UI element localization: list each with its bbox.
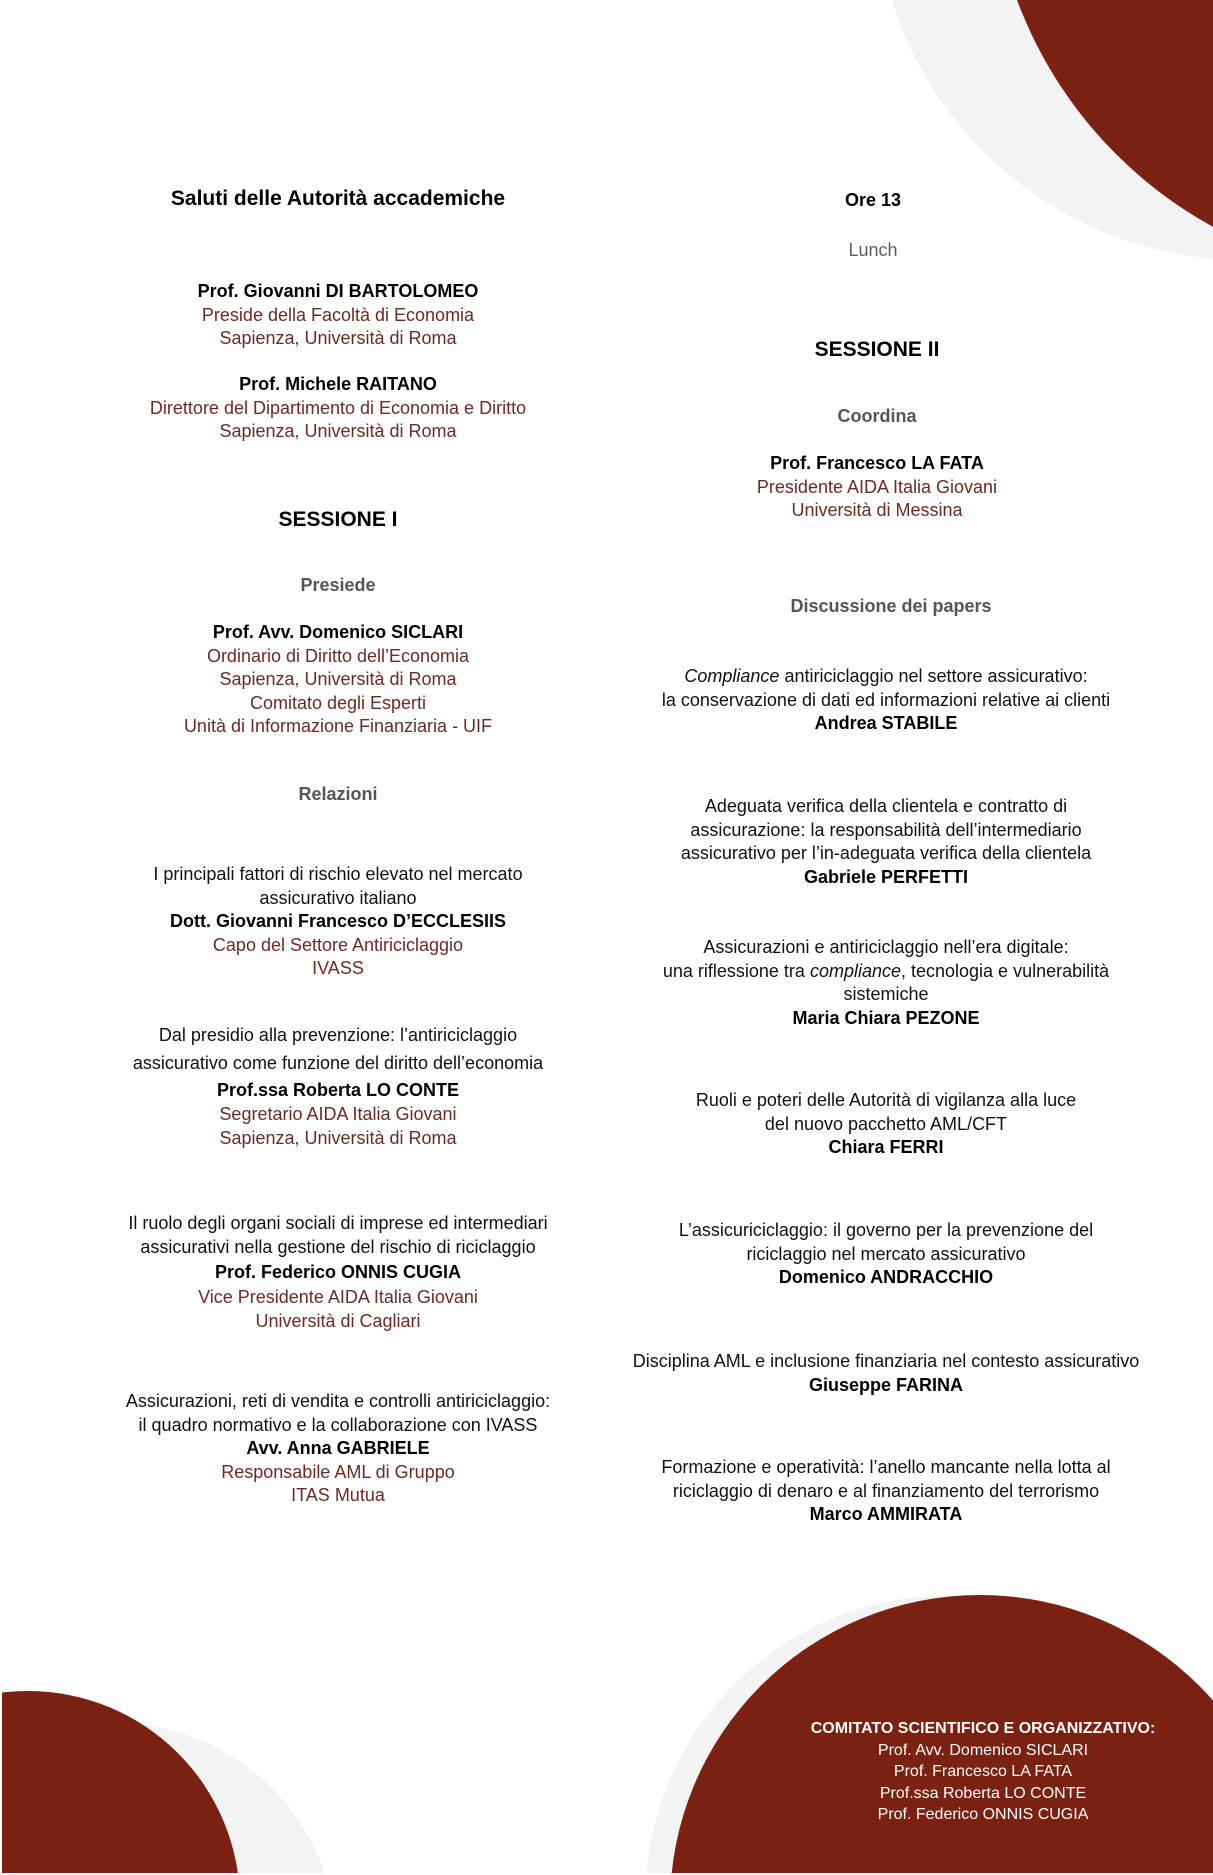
coord-label-text: Coordina — [837, 406, 917, 426]
paper-author: Marco AMMIRATA — [809, 1504, 963, 1524]
paper-7 — [611, 1456, 1161, 1527]
paper-title: assicurativo per l’in-adeguata verifica della clientela — [680, 843, 1092, 863]
coordinator-name: Prof. Francesco LA FATA — [770, 453, 984, 473]
paper-author: Gabriele PERFETTI — [803, 866, 969, 887]
papers-label — [641, 595, 1141, 619]
session-2-title-text: SESSIONE II — [814, 338, 940, 361]
paper-title-pre: una riflessione tra — [662, 960, 810, 981]
paper-title: sistemiche — [843, 984, 929, 1004]
greeter-role: Direttore del Dipartimento di Economia e Diritto — [149, 397, 527, 418]
talk-speaker: Dott. Giovanni Francesco D’ECCLESIIS — [169, 911, 507, 931]
paper-author: Maria Chiara PEZONE — [792, 1007, 980, 1028]
greeter-1 — [38, 280, 638, 351]
coordinator-affiliation: Università di Messina — [791, 500, 963, 520]
talk-title: assicurativo come funzione del diritto dell’economia — [132, 1053, 544, 1073]
chair-name: Prof. Avv. Domenico SICLARI — [212, 622, 464, 642]
paper-title: riciclaggio di denaro e al finanziamento del terrorismo — [672, 1480, 1100, 1501]
talk-title: Dal presidio alla prevenzione: l’antiriciclaggio — [158, 1025, 518, 1045]
talk-title: il quadro normativo e la collaborazione con IVASS — [138, 1414, 538, 1435]
paper-1 — [611, 665, 1161, 736]
greeter-name: Prof. Giovanni DI BARTOLOMEO — [197, 281, 479, 301]
talk-speaker-affiliation: ITAS Mutua — [291, 1485, 385, 1505]
paper-title-italic: Compliance — [684, 666, 780, 686]
talk-4 — [38, 1390, 638, 1508]
chair-line: Unità di Informazione Finanziaria - UIF — [183, 716, 493, 736]
talk-2 — [38, 1021, 638, 1150]
paper-6 — [601, 1350, 1171, 1397]
paper-title-post: , tecnologia e vulnerabilità — [900, 960, 1110, 981]
chair-label — [38, 574, 638, 598]
paper-title: Formazione e operatività: l’anello mancante nella lotta al — [661, 1457, 1111, 1477]
greeter-role: Preside della Facoltà di Economia — [201, 304, 475, 325]
chair — [38, 621, 638, 739]
chair-line: Sapienza, Università di Roma — [219, 669, 457, 689]
chair-line: Ordinario di Diritto dell’Economia — [206, 645, 470, 666]
paper-author: Andrea STABILE — [814, 713, 958, 733]
paper-title-italic: compliance — [809, 960, 901, 981]
left-strip — [0, 1680, 2, 1875]
paper-5 — [611, 1219, 1161, 1290]
talk-title: assicurativo italiano — [259, 887, 417, 908]
session-1-title-text: SESSIONE I — [278, 508, 398, 531]
paper-title: Adeguata verifica della clientela e contratto di — [704, 796, 1068, 816]
committee — [773, 1718, 1193, 1826]
session-1-title — [38, 508, 638, 532]
paper-title: assicurazione: la responsabilità dell’intermediario — [690, 819, 1082, 840]
committee-title: COMITATO SCIENTIFICO E ORGANIZZATIVO: — [810, 1720, 1156, 1737]
greeter-affiliation: Sapienza, Università di Roma — [219, 328, 457, 348]
time-slot-text: Ore 13 — [844, 190, 902, 210]
talk-title: assicurativi nella gestione del rischio di riciclaggio — [140, 1236, 536, 1257]
committee-member: Prof. Francesco LA FATA — [893, 1763, 1073, 1780]
paper-title-rest: antiriciclaggio nel settore assicurativo: — [779, 666, 1088, 686]
coordinator — [627, 452, 1127, 523]
paper-2 — [611, 795, 1161, 889]
paper-3 — [611, 936, 1161, 1030]
lunch-text: Lunch — [848, 240, 898, 260]
paper-author: Giuseppe FARINA — [808, 1374, 964, 1395]
greetings-title — [38, 187, 638, 211]
paper-title: Assicurazioni e antiriciclaggio nell’era digitale: — [703, 937, 1069, 957]
paper-title: la conservazione di dati ed informazioni relative ai clienti — [661, 689, 1111, 710]
talk-title: I principali fattori di rischio elevato nel mercato — [153, 864, 523, 884]
greeter-affiliation: Sapienza, Università di Roma — [219, 421, 457, 441]
talk-speaker-role: Segretario AIDA Italia Giovani — [219, 1104, 457, 1124]
talks-label — [38, 783, 638, 807]
paper-title: L’assicuriciclaggio: il governo per la prevenzione del — [678, 1220, 1094, 1240]
paper-title — [611, 665, 1161, 689]
chair-line: Comitato degli Esperti — [249, 692, 427, 713]
committee-member: Prof.ssa Roberta LO CONTE — [879, 1784, 1087, 1802]
paper-title: Disciplina AML e inclusione finanziaria nel contesto assicurativo — [632, 1351, 1140, 1371]
paper-title — [611, 960, 1161, 984]
talk-3 — [38, 1212, 638, 1334]
talk-1 — [38, 863, 638, 981]
greetings-title-text: Saluti delle Autorità accademiche — [170, 187, 506, 210]
committee-member: Prof. Avv. Domenico SICLARI — [877, 1741, 1089, 1759]
greeter-name: Prof. Michele RAITANO — [239, 374, 437, 394]
talk-speaker-affiliation: IVASS — [312, 958, 364, 978]
talk-speaker: Prof. Federico ONNIS CUGIA — [214, 1262, 462, 1282]
paper-title: del nuovo pacchetto AML/CFT — [764, 1113, 1008, 1134]
talk-title: Il ruolo degli organi sociali di imprese ed intermediari — [128, 1213, 548, 1233]
paper-author: Chiara FERRI — [828, 1137, 944, 1157]
coordinator-role: Presidente AIDA Italia Giovani — [756, 476, 998, 497]
lunch — [773, 239, 973, 263]
committee-member: Prof. Federico ONNIS CUGIA — [877, 1806, 1089, 1823]
talk-speaker-affiliation: Sapienza, Università di Roma — [219, 1127, 457, 1148]
time-slot — [773, 189, 973, 213]
talk-speaker: Prof.ssa Roberta LO CONTE — [216, 1080, 460, 1100]
papers-label-text: Discussione dei papers — [790, 596, 992, 616]
talks-label-text: Relazioni — [298, 784, 378, 804]
talk-speaker-role: Responsabile AML di Gruppo — [221, 1461, 455, 1482]
talk-speaker-role: Capo del Settore Antiriciclaggio — [212, 934, 464, 955]
talk-speaker-affiliation: Università di Cagliari — [255, 1311, 421, 1331]
talk-speaker: Avv. Anna GABRIELE — [246, 1438, 430, 1458]
greeter-2 — [38, 373, 638, 444]
paper-4 — [611, 1089, 1161, 1160]
paper-title: Ruoli e poteri delle Autorità di vigilanza alla luce — [695, 1090, 1077, 1110]
talk-speaker-role: Vice Presidente AIDA Italia Giovani — [198, 1287, 478, 1307]
session-2-title — [777, 338, 977, 362]
talk-title: Assicurazioni, reti di vendita e controlli antiriciclaggio: — [125, 1391, 551, 1411]
paper-title: riciclaggio nel mercato assicurativo — [746, 1243, 1026, 1264]
coord-label — [777, 405, 977, 429]
chair-label-text: Presiede — [300, 575, 376, 595]
paper-author: Domenico ANDRACCHIO — [778, 1267, 994, 1287]
